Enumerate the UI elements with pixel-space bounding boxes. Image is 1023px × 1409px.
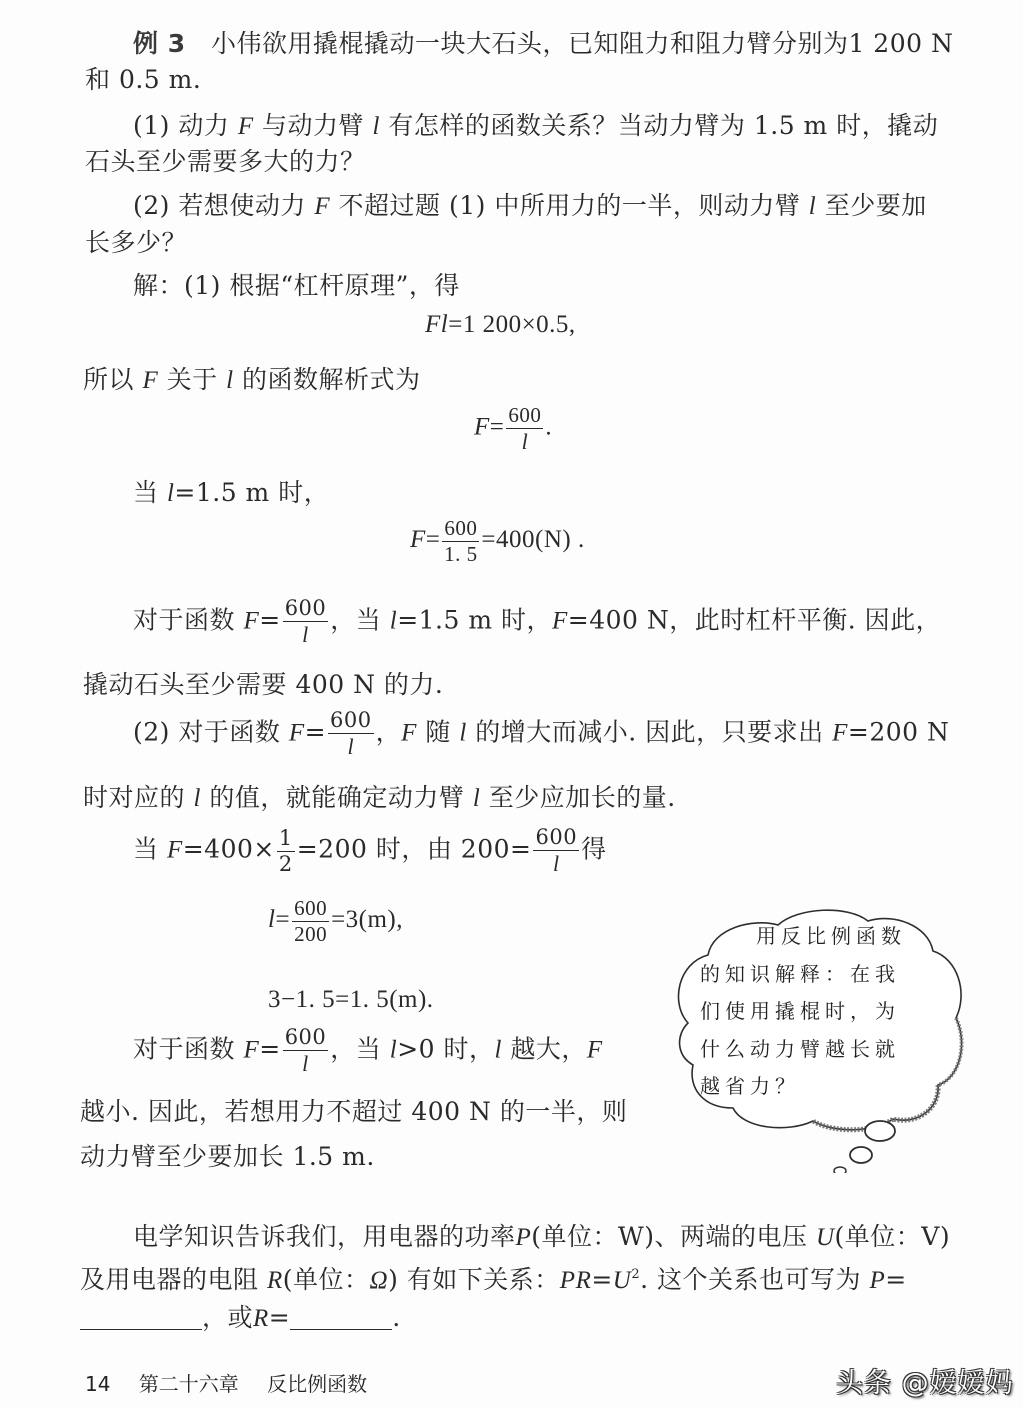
solution-intro <box>133 270 460 302</box>
paragraph-2-line-2 <box>83 782 676 815</box>
var-F: F <box>410 526 426 554</box>
text: 所以 <box>83 365 143 394</box>
text: (单位：W)、两端的电压 <box>531 1222 816 1251</box>
text: =400× <box>182 834 275 864</box>
problem-text: 小伟欲用撬棍撬动一块大石头，已知阻力和阻力臂分别为1 200 N <box>210 29 954 58</box>
var-Fl: Fl <box>425 311 449 338</box>
thought-bubble-text <box>700 918 910 1106</box>
numerator: 600 <box>508 403 542 427</box>
text: 与动力臂 <box>253 111 373 140</box>
text: 不超过题 (1) 中所用力的一半，则动力臂 <box>330 191 809 220</box>
text: 当 <box>133 478 167 507</box>
text: =3(m), <box>331 906 404 934</box>
denominator: l <box>302 1051 309 1076</box>
text: ，当 <box>330 605 390 635</box>
question-1-line-1 <box>133 110 938 143</box>
example-line-2 <box>85 64 201 96</box>
question-1-line-2 <box>85 146 366 178</box>
equation-l-3 <box>268 898 403 945</box>
numerator: 600 <box>535 825 578 849</box>
var-l: l <box>166 480 175 507</box>
text: =400(N) . <box>481 526 585 554</box>
text: =200 时，由 200= <box>296 834 532 864</box>
equation-difference <box>268 984 434 1016</box>
var-P: P <box>515 1224 532 1251</box>
bubble-line: 们使用撬棍时，为 <box>700 999 900 1023</box>
text: 对于函数 <box>133 605 244 635</box>
text: =1 200×0.5, <box>448 311 576 338</box>
text: (2) 对于函数 <box>133 717 289 747</box>
question-2-line-2 <box>85 227 187 259</box>
text: 时对应的 <box>83 783 194 812</box>
text: 撬动石头至少需要 400 N 的力. <box>83 670 444 699</box>
text: (单位：V) <box>834 1222 951 1251</box>
text: 随 <box>416 717 460 747</box>
exponent: 2 <box>631 1267 641 1282</box>
text: =1.5 m 时， <box>174 478 330 507</box>
text: = <box>259 605 281 635</box>
example-label: 例 3 <box>133 29 186 58</box>
bubble-line: 什么动力臂越长就 <box>700 1036 900 1061</box>
var-F: F <box>243 607 260 635</box>
var-l: l <box>808 193 817 220</box>
var-F: F <box>288 719 305 747</box>
text: 至少应加长的量. <box>480 783 676 812</box>
var-l: l <box>494 1036 502 1064</box>
denominator: l <box>521 429 529 454</box>
paragraph-4-line-1 <box>133 1027 603 1075</box>
text: 电学知识告诉我们，用电器的功率 <box>133 1222 516 1251</box>
var-F: F <box>166 836 183 864</box>
var-F: F <box>401 719 417 747</box>
answer-blank-R[interactable] <box>290 1305 392 1330</box>
equation-F-600-over-l <box>474 405 552 453</box>
text: = <box>259 1034 281 1064</box>
var-F: F <box>243 1036 260 1064</box>
text: ， <box>375 717 402 747</box>
bubble-line: 的知识解释：在我 <box>700 961 900 986</box>
text: 动力臂至少要加长 1.5 m. <box>80 1142 375 1171</box>
numerator: 600 <box>284 596 327 620</box>
text: 有怎样的函数关系？当动力臂为 1.5 m 时，撬动 <box>379 111 939 140</box>
page-number: 14 <box>85 1372 111 1396</box>
bubble-line: 越省力？ <box>700 1074 800 1098</box>
text: 的值，就能确定动力臂 <box>200 783 473 812</box>
question-2-line-1 <box>133 190 927 223</box>
text: 长多少？ <box>85 228 188 257</box>
numerator: 600 <box>294 896 328 920</box>
text: 得 <box>581 834 607 864</box>
denominator: 2 <box>278 851 293 876</box>
var-l: l <box>226 367 234 394</box>
text: . <box>392 1303 401 1332</box>
chapter-title: 反比例函数 <box>267 1372 368 1396</box>
text: . 这个关系也可写为 <box>640 1265 870 1294</box>
fraction <box>292 898 329 945</box>
text: ，当 <box>330 1034 390 1064</box>
paragraph-4-line-3 <box>80 1141 375 1173</box>
text: (1) 动力 <box>133 111 238 140</box>
text: 关于 <box>158 365 227 394</box>
bubble-line: 用反比例函数 <box>756 924 906 948</box>
paragraph-3 <box>133 827 607 875</box>
equation-Fl <box>425 309 576 341</box>
text: 越大， <box>501 1034 587 1064</box>
var-l: l <box>472 785 481 812</box>
chapter-label: 第二十六章 <box>138 1372 239 1396</box>
denominator: l <box>302 622 309 647</box>
text: . <box>545 413 553 441</box>
numerator: 600 <box>330 708 372 732</box>
page-footer <box>85 1368 367 1397</box>
text: 的函数解析式为 <box>233 365 421 394</box>
text: 解：(1) 根据“杠杆原理”，得 <box>133 271 460 300</box>
text: 当 <box>133 834 167 864</box>
text: =200 N <box>847 717 950 747</box>
text: = <box>425 526 441 554</box>
var-F: F <box>314 193 331 220</box>
denominator: l <box>347 734 355 759</box>
var-l: l <box>389 1036 398 1064</box>
var-R: R <box>253 1305 269 1332</box>
text: 越小. 因此，若想用力不超过 400 N 的一半，则 <box>80 1097 628 1126</box>
text: = <box>489 413 505 441</box>
equation-F-400 <box>410 518 585 565</box>
text: 至少要加 <box>816 191 927 220</box>
var-F: F <box>552 607 568 635</box>
denominator: 200 <box>294 922 328 946</box>
var-U: U <box>612 1267 632 1294</box>
paragraph-1-line-1 <box>133 598 941 646</box>
var-R: R <box>266 1267 283 1294</box>
var-F: F <box>586 1036 603 1064</box>
numerator: 1 <box>278 825 293 850</box>
denominator: l <box>552 851 560 876</box>
text: 3−1. 5=1. 5(m). <box>268 986 434 1013</box>
answer-blank-P[interactable] <box>80 1305 202 1330</box>
fraction <box>506 405 543 453</box>
exercise-line-3 <box>80 1302 401 1335</box>
fraction <box>283 598 329 646</box>
solution-when <box>133 477 329 510</box>
var-l: l <box>389 607 398 635</box>
var-PR: PR <box>559 1267 592 1294</box>
var-F: F <box>474 413 490 441</box>
var-U: U <box>815 1224 835 1251</box>
text: =1.5 m 时， <box>397 605 552 635</box>
var-l: l <box>372 113 380 140</box>
text: 石头至少需要多大的力？ <box>85 147 366 176</box>
solution-so <box>83 364 421 397</box>
text: = <box>885 1265 907 1294</box>
var-F: F <box>237 113 254 140</box>
text: 及用电器的电阻 <box>80 1265 267 1294</box>
text: (单位： <box>282 1265 370 1294</box>
watermark: 头条 @嫒嫒妈 <box>836 1368 1014 1399</box>
var-l: l <box>193 785 201 812</box>
var-F: F <box>142 367 159 394</box>
fraction <box>283 1027 329 1075</box>
var-F: F <box>832 719 848 747</box>
fraction <box>442 518 479 565</box>
fraction <box>533 827 579 875</box>
denominator: 1. 5 <box>444 542 478 566</box>
paragraph-1-line-2 <box>83 669 443 701</box>
numerator: 600 <box>444 516 478 540</box>
text: ) 有如下关系： <box>388 1265 560 1294</box>
var-l: l <box>268 906 276 934</box>
paragraph-4-line-2 <box>80 1096 627 1128</box>
numerator: 600 <box>284 1025 327 1049</box>
text: 对于函数 <box>133 1034 244 1064</box>
fraction <box>328 710 374 758</box>
var-omega: Ω <box>369 1267 389 1294</box>
text: >0 时， <box>397 1034 495 1064</box>
example-line-1 <box>133 28 953 60</box>
text: =400 N，此时杠杆平衡. 因此， <box>567 605 942 635</box>
paragraph-2-line-1 <box>133 710 949 758</box>
text: = <box>275 906 291 934</box>
var-l: l <box>459 719 467 747</box>
problem-text-cont: 和 0.5 m. <box>85 65 202 94</box>
text: (2) 若想使动力 <box>133 191 315 220</box>
text: 的增大而减小. 因此，只要求出 <box>466 717 833 747</box>
text: = <box>304 717 327 747</box>
text: ，或 <box>202 1303 254 1332</box>
exercise-line-1 <box>133 1221 950 1254</box>
text: = <box>591 1265 613 1294</box>
var-P: P <box>869 1267 886 1294</box>
text: = <box>268 1303 291 1332</box>
exercise-line-2 <box>80 1259 907 1297</box>
fraction <box>277 825 295 876</box>
